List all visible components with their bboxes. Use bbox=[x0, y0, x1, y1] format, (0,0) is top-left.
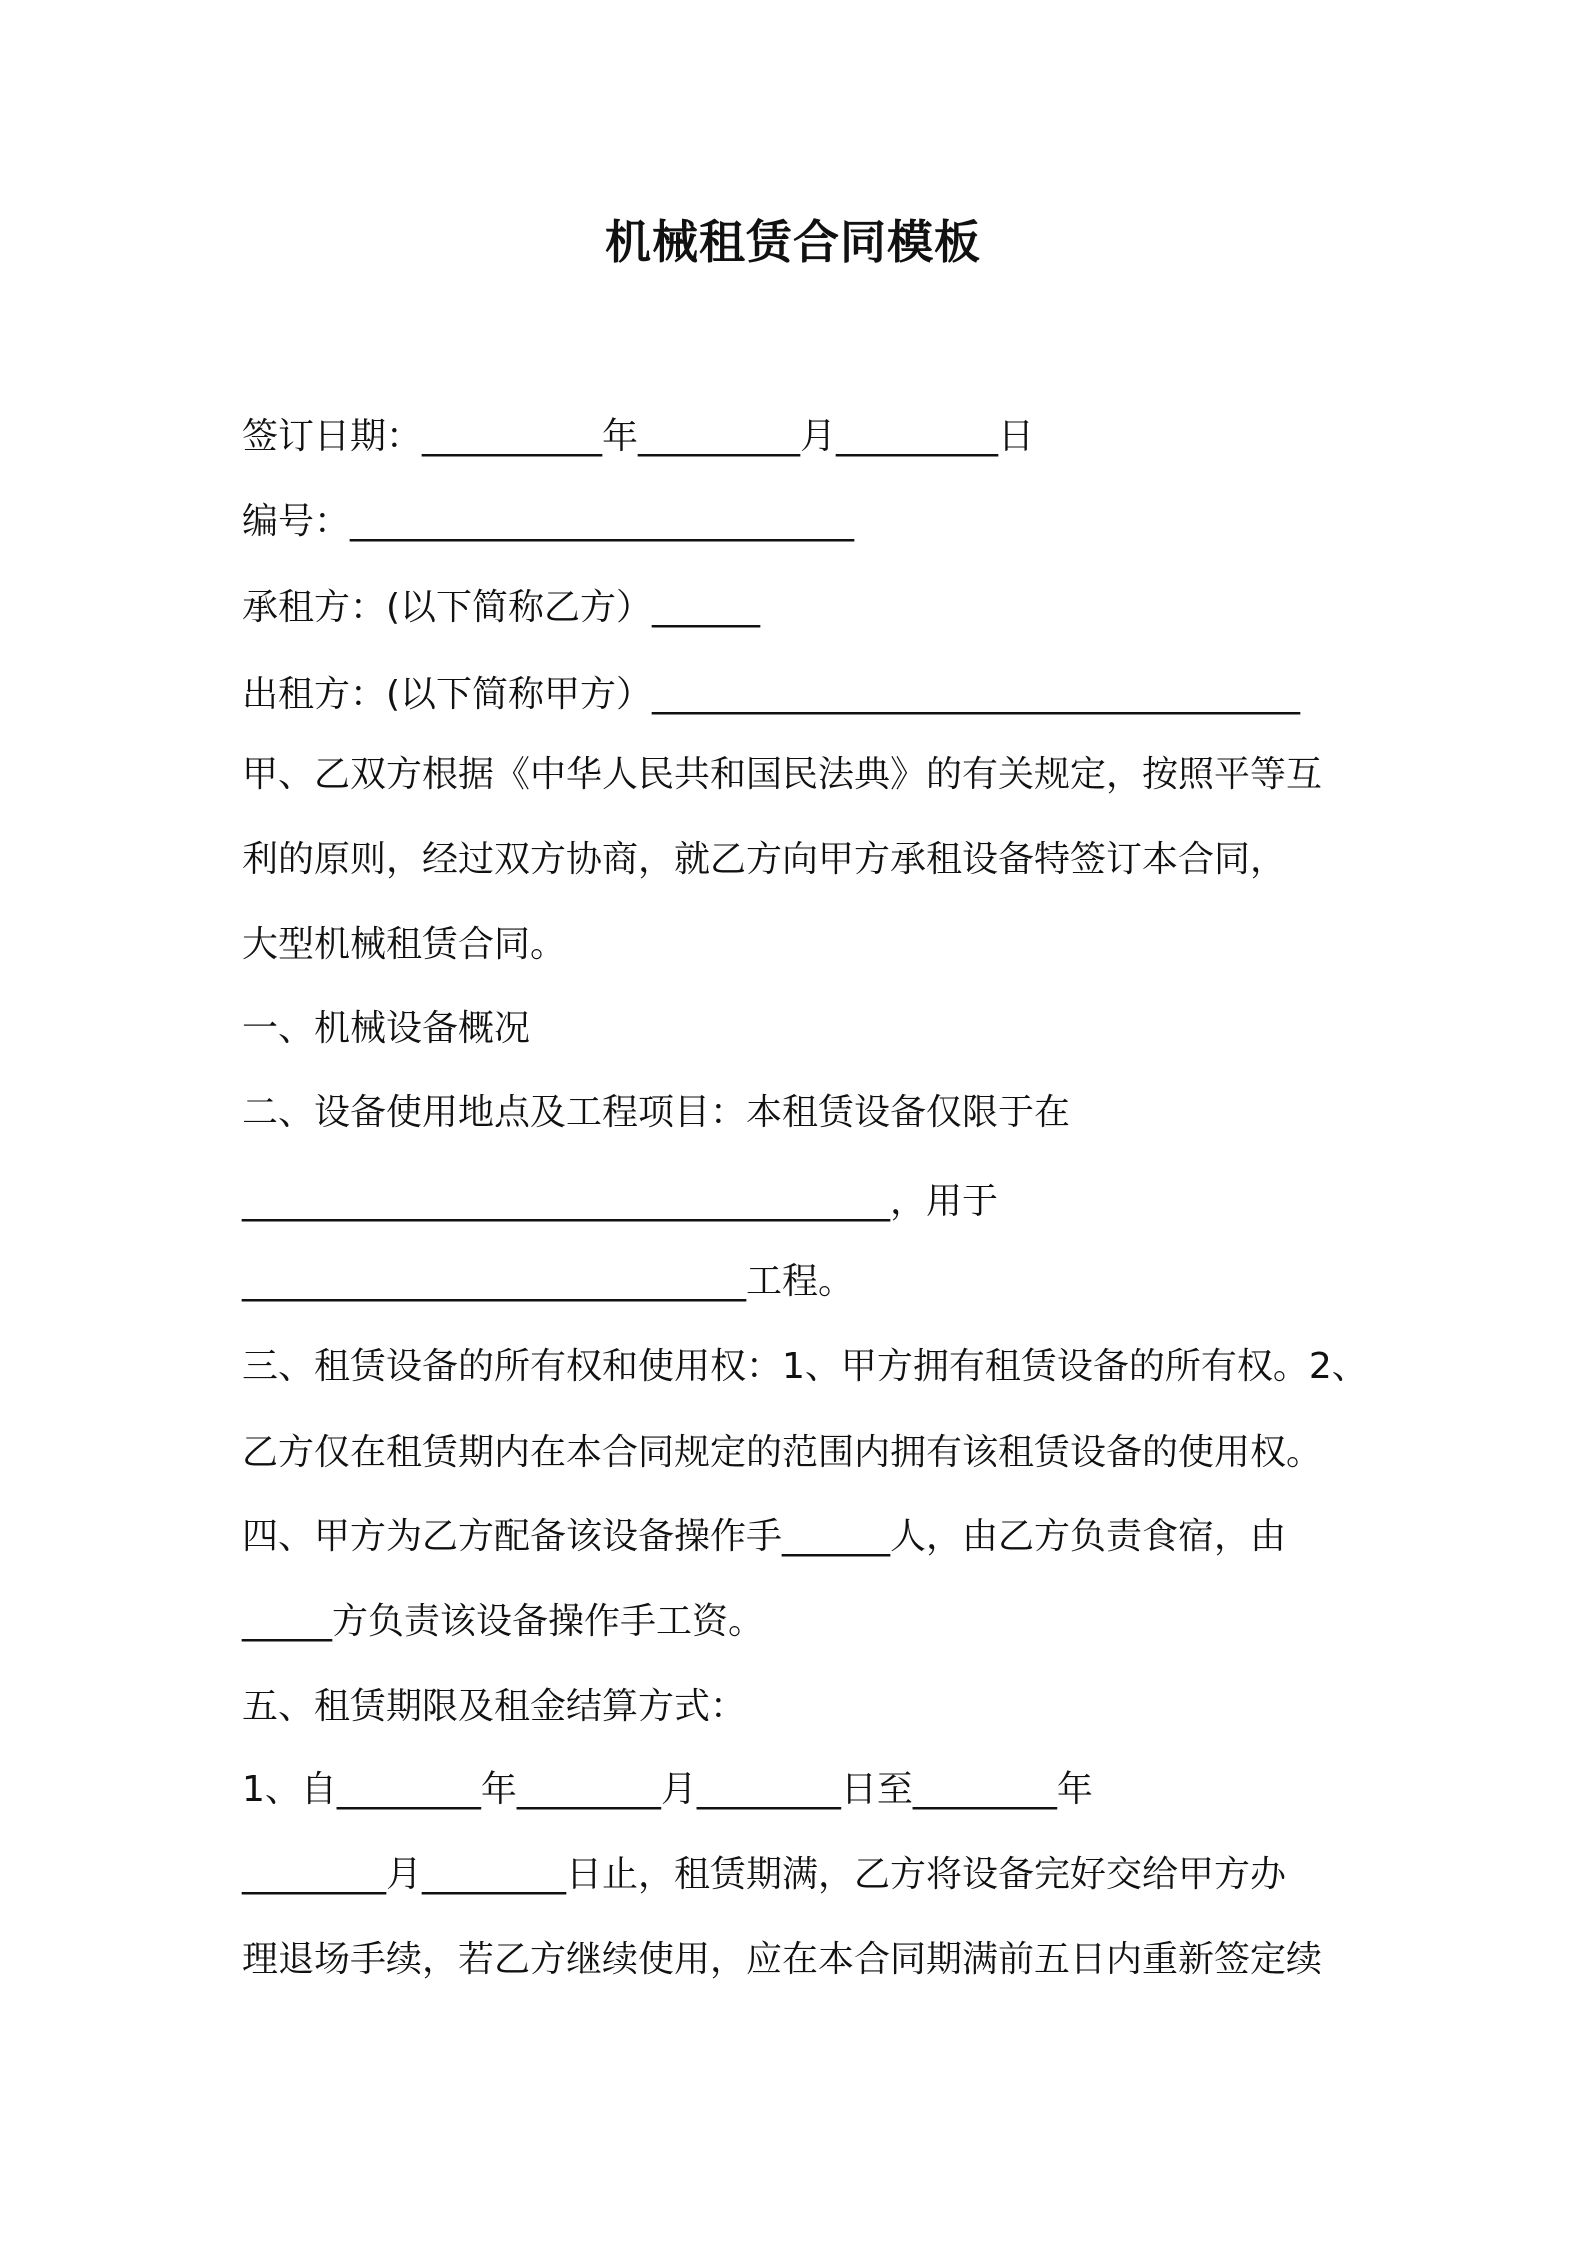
preamble-line-1: 甲、乙双方根据《中华人民共和国民法典》的有关规定，按照平等互 bbox=[242, 754, 1323, 795]
preamble-line-3: 大型机械租赁合同。 bbox=[242, 924, 567, 965]
contract-number-line: 编号：____________________________ bbox=[242, 501, 855, 542]
section-2-line-3: ____________________________工程。 bbox=[242, 1261, 855, 1302]
section-3-line-2: 乙方仅在租赁期内在本合同规定的范围内拥有该租赁设备的使用权。 bbox=[242, 1432, 1323, 1473]
section-2-line-2: ____________________________________，用于 bbox=[242, 1181, 999, 1222]
section-2-line-1: 二、设备使用地点及工程项目：本租赁设备仅限于在 bbox=[242, 1092, 1071, 1133]
lessor-line: 出租方：(以下简称甲方）____________________________________ bbox=[242, 674, 1301, 715]
section-5-item-1-line-3: 理退场手续，若乙方继续使用，应在本合同期满前五日内重新签定续 bbox=[242, 1939, 1323, 1980]
section-1-heading: 一、机械设备概况 bbox=[242, 1008, 531, 1049]
signing-date-line: 签订日期：__________年_________月_________日 bbox=[242, 416, 1035, 457]
section-4-line-1: 四、甲方为乙方配备该设备操作手______人，由乙方负责食宿，由 bbox=[242, 1516, 1287, 1557]
document-title: 机械租赁合同模板 bbox=[605, 215, 981, 269]
section-5-heading: 五、租赁期限及租金结算方式： bbox=[242, 1686, 747, 1727]
lessee-line: 承租方：(以下简称乙方）______ bbox=[242, 587, 761, 628]
preamble-line-2: 利的原则，经过双方协商，就乙方向甲方承租设备特签订本合同， bbox=[242, 839, 1287, 880]
section-5-item-1-line-1: 1、自________年________月________日至________年 bbox=[242, 1769, 1093, 1810]
section-4-line-2: _____方负责该设备操作手工资。 bbox=[242, 1601, 765, 1642]
section-5-item-1-line-2: ________月________日止，租赁期满，乙方将设备完好交给甲方办 bbox=[242, 1854, 1287, 1895]
section-3-line-1: 三、租赁设备的所有权和使用权：1、甲方拥有租赁设备的所有权。2、 bbox=[242, 1346, 1368, 1387]
